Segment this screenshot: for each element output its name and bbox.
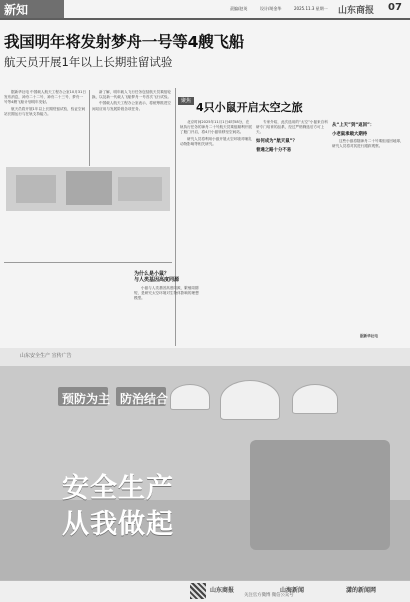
article-column-2 — [92, 90, 172, 113]
sidebar-column — [134, 286, 200, 303]
helmet-icon — [292, 384, 338, 414]
paragraph: 中国载人航天工程办公室表示，将统筹推进空间站应用与发展阶段各项任务。 — [92, 101, 171, 111]
header-rule — [0, 18, 410, 20]
subheading: 如何成为“航天鼠”？ — [256, 138, 297, 144]
paragraph: 据新华社电 中国载人航天工程办公室10月31日发布消息，神舟二十二号、神舟二十三号、梦舟一号等4艘飞船计划明年发射。 — [4, 90, 86, 105]
footer-note: 关注官方微博 微信公众号 — [244, 593, 294, 598]
masthead-brand: 山东商报 — [338, 6, 375, 16]
story-column-1 — [180, 120, 252, 148]
story-title: 4只小鼠开启太空之旅 — [196, 101, 303, 114]
rule — [4, 262, 172, 263]
source-credit: 据新华社电 — [360, 334, 378, 338]
sidebar-title-line: 为什么是小鼠？ — [134, 271, 170, 277]
news-photo — [6, 167, 170, 211]
paragraph: 研究人员将利用小鼠开展太空环境对哺乳动物影响等相关研究。 — [180, 136, 252, 146]
paragraph: 北京时间2025年11月1日4时58分，在轨执行任务的神舟二十号航天员乘组顺利开展了舱门开启，将4只小鼠转移至空间站。 — [180, 120, 252, 135]
subheading: 从“上天”到“返回”： — [332, 123, 375, 128]
sidebar-title — [134, 271, 179, 283]
banner-slogan-line2: 从我做起 — [62, 509, 174, 540]
qr-code-icon — [190, 583, 206, 599]
paragraph: 这些小鼠将随神舟二十号乘组返回地球，研究人员将对其进行跟踪观察。 — [332, 139, 404, 149]
story-column-2 — [256, 120, 328, 155]
paragraph: 航天员将开展1年以上长期驻留试验，验证空间站长期运行与在轨支持能力。 — [4, 106, 86, 116]
editor-credit: 责编/赵英 — [230, 6, 248, 11]
article-column-1 — [4, 90, 86, 118]
subheading: 小老鼠承载大期待 — [332, 132, 368, 137]
headline: 我国明年将发射梦舟一号等4艘飞船 — [4, 33, 245, 51]
paragraph: 专家介绍，此次选用的“太空”小鼠来自科研专门培育的品系，经过严格筛选后方可上天。 — [256, 120, 328, 135]
paragraph: 小鼠与人类基因高度同源，繁殖周期短，是研究太空环境对生物体影响的理想模型。 — [134, 286, 199, 301]
slogan-right: 防治结合 — [120, 392, 169, 406]
paragraph: 新了解，明年载人飞行任务包括航天员乘组轮换，以及新一代载人飞船梦舟一号首次飞行试验。 — [92, 90, 172, 100]
section-divider — [175, 88, 176, 346]
footer-logo-2: 山海新闻 — [280, 587, 305, 594]
banner-slogan-line1: 安全生产 — [62, 473, 174, 504]
subheadline: 航天员开展1年以上长期驻留试验 — [4, 55, 173, 69]
footer-logo-3: 潇的新闻网 — [346, 587, 377, 594]
slogan-left: 预防为主 — [62, 392, 111, 406]
designer-credit: 设计/胡金华 — [260, 6, 282, 11]
section-tab: 新知 — [0, 0, 64, 20]
page-number: 07 — [388, 2, 402, 13]
story-column-3 — [332, 120, 406, 150]
sidebar-title-line: 与人类基因高度同源 — [134, 277, 180, 283]
footer-logo-1: 山东商报 — [210, 587, 235, 594]
issue-date: 2025.11.3 星期一 — [294, 6, 328, 11]
photo-illustration — [6, 167, 170, 211]
helmet-icon — [220, 380, 280, 420]
subheading: 普通之路十分不易 — [256, 147, 292, 153]
focus-tag: 聚焦 — [178, 97, 194, 105]
banner-logo-text: 山东安全生产 宣传广告 — [20, 353, 72, 359]
construction-illustration — [250, 440, 390, 550]
helmet-icon — [170, 384, 210, 410]
column-divider — [89, 90, 90, 166]
